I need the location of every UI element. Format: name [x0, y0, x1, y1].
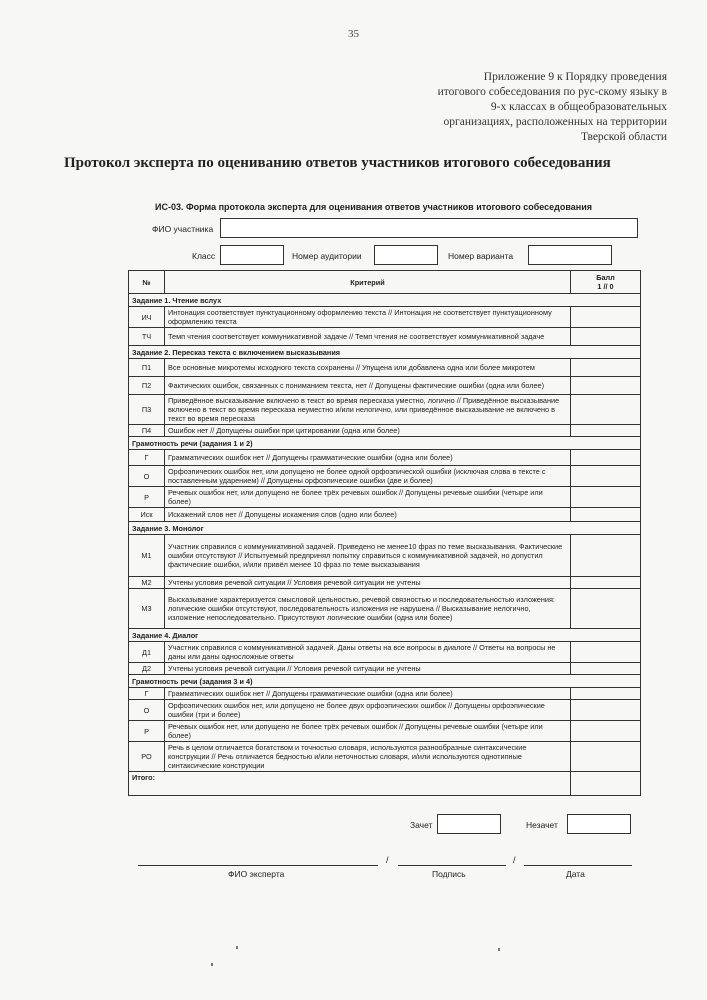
criterion-code: П2 — [129, 377, 165, 395]
section-title: Задание 3. Монолог — [129, 522, 641, 535]
section-row — [129, 629, 641, 642]
section-row — [129, 522, 641, 535]
expert-name-line[interactable] — [138, 865, 378, 866]
criterion-row — [129, 425, 641, 437]
criterion-text: Орфоэпических ошибок нет, или допущено не более двух орфоэпических ошибок // Допущены орфоэпические ошибки (три и более) — [165, 700, 571, 721]
appendix-line: Приложение 9 к Порядку проведения — [483, 71, 667, 83]
criterion-row — [129, 487, 641, 508]
criterion-row — [129, 508, 641, 522]
score-cell[interactable] — [571, 377, 641, 395]
variant-label: Номер варианта — [448, 251, 514, 261]
col-criterion-header: Критерий — [165, 271, 571, 294]
criterion-text: Речевых ошибок нет, или допущено не более трёх речевых ошибок // Допущены речевые ошибки (четыре или более) — [165, 487, 571, 508]
score-cell[interactable] — [571, 700, 641, 721]
criterion-code: О — [129, 466, 165, 487]
separator-slash: / — [513, 855, 516, 865]
criterion-code: Г — [129, 450, 165, 466]
criterion-text: Все основные микротемы исходного текста сохранены // Упущена или добавлена одна или более микротем — [165, 359, 571, 377]
pass-box[interactable] — [437, 814, 501, 834]
criterion-text: Участник справился с коммуникативной задачей. Даны ответы на все вопросы в диалоге // Ответы на вопросы не даны или даны односложные ответы — [165, 642, 571, 663]
criterion-text: Фактических ошибок, связанных с пониманием текста, нет // Допущены фактические ошибки (одна или более) — [165, 377, 571, 395]
appendix-note — [367, 70, 667, 145]
fio-label: ФИО участника — [152, 224, 214, 234]
score-header-line: 1 // 0 — [597, 282, 614, 291]
criterion-text: Участник справился с коммуникативной задачей. Приведено не менее10 фраз по теме высказывания. Фактические ошибки отсутствуют // Испытуемый предпринял попытку справиться с коммуникативной задачей, но допустил фактические ошибки, и/или привёл менее 10 фраз по теме высказывания — [165, 535, 571, 577]
class-label: Класс — [192, 251, 216, 261]
signature-label: Подпись — [432, 869, 466, 879]
criterion-code: Р — [129, 487, 165, 508]
appendix-line: Тверской области — [581, 131, 667, 143]
criterion-code: М1 — [129, 535, 165, 577]
scan-speck — [236, 946, 238, 949]
criterion-text: Грамматических ошибок нет // Допущены грамматические ошибки (одна или более) — [165, 688, 571, 700]
criterion-code: П4 — [129, 425, 165, 437]
criterion-code: Д2 — [129, 663, 165, 675]
pass-label: Зачет — [410, 820, 433, 830]
criterion-row — [129, 307, 641, 328]
criterion-text: Грамматических ошибок нет // Допущены грамматические ошибки (одна или более) — [165, 450, 571, 466]
section-row — [129, 437, 641, 450]
criterion-code: ТЧ — [129, 328, 165, 346]
criterion-text: Орфоэпических ошибок нет, или допущено не более одной орфоэпической ошибки (исключая слова в тексте с поставленным ударением) // Допущены орфоэпические ошибки (две и более) — [165, 466, 571, 487]
page-number: 35 — [348, 28, 359, 40]
date-line[interactable] — [524, 865, 632, 866]
criterion-row — [129, 577, 641, 589]
criterion-code: М2 — [129, 577, 165, 589]
criterion-row — [129, 377, 641, 395]
criterion-code: РО — [129, 742, 165, 772]
fail-label: Незачет — [526, 820, 558, 830]
section-row — [129, 346, 641, 359]
total-row — [129, 772, 641, 796]
form-title: ИС-03. Форма протокола эксперта для оценивания ответов участников итогового собеседования — [155, 202, 593, 212]
criterion-row — [129, 742, 641, 772]
score-cell[interactable] — [571, 642, 641, 663]
criterion-row — [129, 359, 641, 377]
appendix-line: итогового собеседования по рус-скому языку в — [437, 86, 667, 98]
criterion-code: П3 — [129, 395, 165, 425]
criterion-row — [129, 700, 641, 721]
score-cell[interactable] — [571, 307, 641, 328]
section-title: Задание 1. Чтение вслух — [129, 294, 641, 307]
score-cell[interactable] — [571, 535, 641, 577]
score-cell[interactable] — [571, 508, 641, 522]
criterion-code: О — [129, 700, 165, 721]
score-cell[interactable] — [571, 487, 641, 508]
criterion-row — [129, 589, 641, 629]
section-row — [129, 675, 641, 688]
criterion-row — [129, 450, 641, 466]
criterion-row — [129, 642, 641, 663]
appendix-line: 9-х классах в общеобразовательных — [490, 101, 667, 113]
criterion-code: М3 — [129, 589, 165, 629]
room-field[interactable] — [374, 245, 438, 265]
criterion-code: Д1 — [129, 642, 165, 663]
criterion-text: Высказывание характеризуется смысловой цельностью, речевой связностью и последовательностью изложения: логические ошибки отсутствуют, последовательность изложения не нарушена // Высказывание нелогично, изложение непоследовательно. Присутствуют логические ошибки (одна или более) — [165, 589, 571, 629]
room-label: Номер аудитории — [292, 251, 362, 261]
score-cell[interactable] — [571, 688, 641, 700]
participant-name-field[interactable] — [220, 218, 638, 238]
criterion-row — [129, 688, 641, 700]
score-cell[interactable] — [571, 395, 641, 425]
criterion-row — [129, 395, 641, 425]
variant-field[interactable] — [528, 245, 612, 265]
score-cell[interactable] — [571, 721, 641, 742]
total-label: Итого: — [129, 772, 571, 796]
criterion-text: Учтены условия речевой ситуации // Условия речевой ситуации не учтены — [165, 577, 571, 589]
criterion-row — [129, 328, 641, 346]
section-title: Грамотность речи (задания 1 и 2) — [129, 437, 641, 450]
criterion-row — [129, 663, 641, 675]
criterion-text: Речевых ошибок нет, или допущено не более трёх речевых ошибок // Допущены речевые ошибки (четыре или более) — [165, 721, 571, 742]
section-title: Задание 2. Пересказ текста с включением высказывания — [129, 346, 641, 359]
section-row — [129, 294, 641, 307]
criterion-code: Р — [129, 721, 165, 742]
document-title: Протокол эксперта по оцениванию ответов участников итогового собеседования — [64, 155, 611, 171]
score-cell[interactable] — [571, 466, 641, 487]
score-cell[interactable] — [571, 425, 641, 437]
score-cell[interactable] — [571, 328, 641, 346]
criterion-code: П1 — [129, 359, 165, 377]
criterion-text: Приведённое высказывание включено в текст во время пересказа уместно, логично // Приведённое высказывание включено в текст во время пересказа неуместно и/или нелогично, или приведённое высказывание не включено в текст во время пересказа — [165, 395, 571, 425]
signature-line[interactable] — [398, 865, 506, 866]
score-cell[interactable] — [571, 589, 641, 629]
criterion-row — [129, 535, 641, 577]
criterion-row — [129, 721, 641, 742]
appendix-line: организациях, расположенных на территории — [443, 116, 667, 128]
fail-box[interactable] — [567, 814, 631, 834]
criterion-text: Темп чтения соответствует коммуникативной задаче // Темп чтения не соответствует коммуникативной задаче — [165, 328, 571, 346]
criterion-code: Г — [129, 688, 165, 700]
score-cell[interactable] — [571, 663, 641, 675]
class-field[interactable] — [220, 245, 284, 265]
scan-speck — [498, 948, 500, 951]
score-cell[interactable] — [571, 450, 641, 466]
criterion-text: Искажений слов нет // Допущены искажения слов (одно или более) — [165, 508, 571, 522]
separator-slash: / — [386, 855, 389, 865]
scan-speck — [211, 963, 213, 966]
section-title: Грамотность речи (задания 3 и 4) — [129, 675, 641, 688]
criteria-table — [128, 270, 641, 796]
col-number-header: № — [129, 271, 165, 294]
table-header-row — [129, 271, 641, 294]
score-header-line: Балл — [596, 273, 615, 282]
criterion-text: Интонация соответствует пунктуационному оформлению текста // Интонация не соответствует пунктуационному оформлению текста — [165, 307, 571, 328]
score-cell[interactable] — [571, 359, 641, 377]
score-cell[interactable] — [571, 742, 641, 772]
section-title: Задание 4. Диалог — [129, 629, 641, 642]
criterion-row — [129, 466, 641, 487]
col-score-header — [571, 271, 641, 294]
criterion-text: Учтены условия речевой ситуации // Условия речевой ситуации не учтены — [165, 663, 571, 675]
total-score-cell[interactable] — [571, 772, 641, 796]
score-cell[interactable] — [571, 577, 641, 589]
criterion-text: Речь в целом отличается богатством и точностью словаря, используются разнообразные синтаксические конструкции // Речь отличается бедностью и/или неточностью словаря, и/или используются однотипные синтаксические конструкции — [165, 742, 571, 772]
criterion-text: Ошибок нет // Допущены ошибки при цитировании (одна или более) — [165, 425, 571, 437]
expert-name-label: ФИО эксперта — [228, 869, 285, 879]
date-label: Дата — [566, 869, 585, 879]
criterion-code: Иск — [129, 508, 165, 522]
criterion-code: ИЧ — [129, 307, 165, 328]
